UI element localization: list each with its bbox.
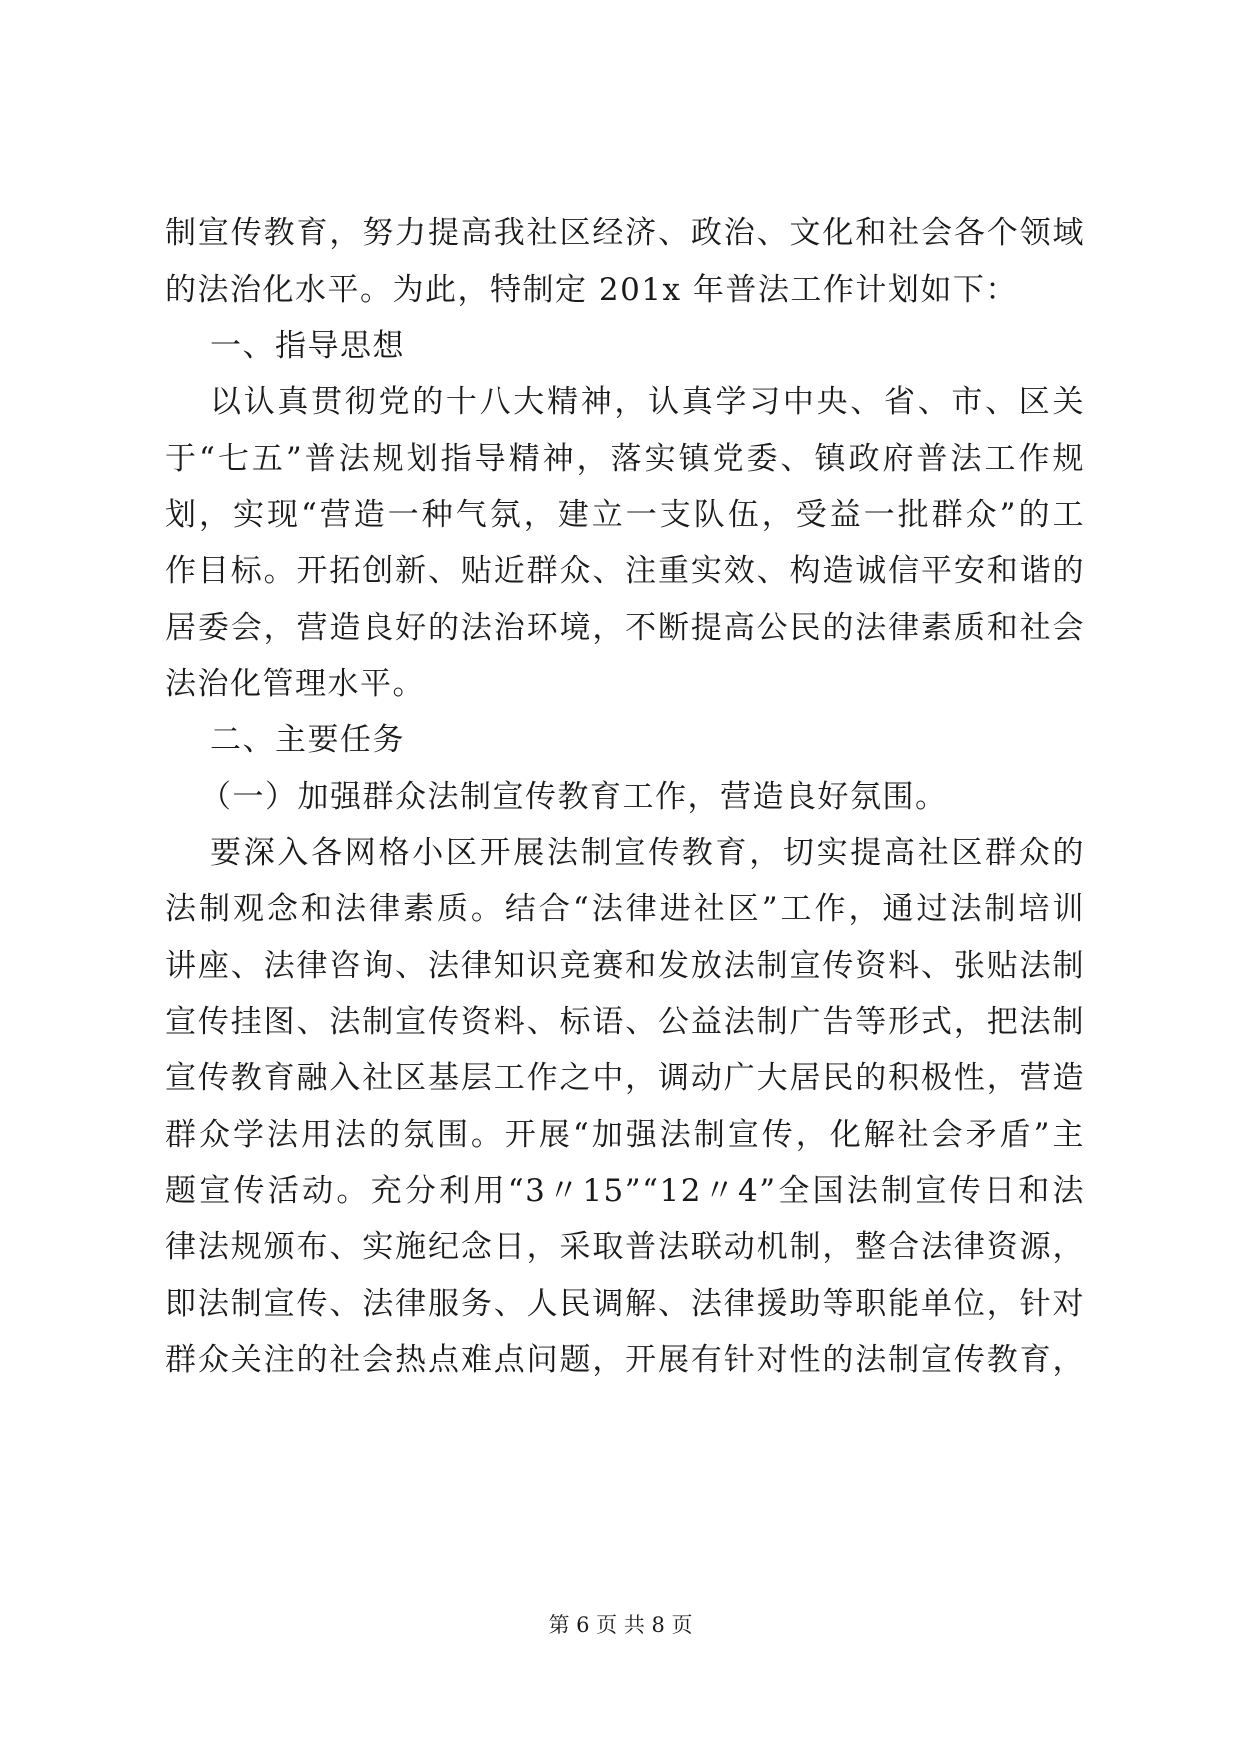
body-text-line: 题宣传活动。充分利用“3〃15”“12〃4”全国法制宣传日和法 xyxy=(165,1173,1085,1209)
body-text-line: 于“七五”普法规划指导精神，落实镇党委、镇政府普法工作规 xyxy=(165,441,1085,477)
body-text-line: 宣传挂图、法制宣传资料、标语、公益法制广告等形式，把法制 xyxy=(165,1004,1085,1040)
body-text-line: 划，实现“营造一种气氛，建立一支队伍，受益一批群众”的工 xyxy=(165,497,1085,533)
body-text-line: 制宣传教育，努力提高我社区经济、政治、文化和社会各个领域 xyxy=(165,215,1085,251)
body-text-line: 讲座、法律咨询、法律知识竞赛和发放法制宣传资料、张贴法制 xyxy=(165,948,1085,984)
body-text-line: 法治化管理水平。 xyxy=(165,666,425,702)
body-text-line: 要深入各网格小区开展法制宣传教育，切实提高社区群众的 xyxy=(210,835,1085,871)
body-text-line: 群众学法用法的氛围。开展“加强法制宣传，化解社会矛盾”主 xyxy=(165,1117,1085,1153)
body-text-line: 律法规颁布、实施纪念日，采取普法联动机制，整合法律资源， xyxy=(165,1229,1085,1265)
subsection-heading: （一）加强群众法制宣传教育工作，营造良好氛围。 xyxy=(200,779,948,815)
page-number-footer: 第 6 页 共 8 页 xyxy=(548,1613,693,1637)
body-text-line: 居委会，营造良好的法治环境，不断提高公民的法律素质和社会 xyxy=(165,610,1085,646)
body-text-line: 即法制宣传、法律服务、人民调解、法律援助等职能单位，针对 xyxy=(165,1286,1085,1322)
body-text-line: 宣传教育融入社区基层工作之中，调动广大居民的积极性，营造 xyxy=(165,1060,1085,1096)
body-text-line: 的法治化水平。为此，特制定 201x 年普法工作计划如下： xyxy=(165,272,1018,308)
section-heading: 一、指导思想 xyxy=(210,328,405,364)
body-text-line: 作目标。开拓创新、贴近群众、注重实效、构造诚信平安和谐的 xyxy=(165,553,1085,589)
section-heading: 二、主要任务 xyxy=(210,722,405,758)
body-text-line: 法制观念和法律素质。结合“法律进社区”工作，通过法制培训 xyxy=(165,891,1085,927)
body-text-line: 以认真贯彻党的十八大精神，认真学习中央、省、市、区关 xyxy=(210,384,1085,420)
body-text-line: 群众关注的社会热点难点问题，开展有针对性的法制宣传教育， xyxy=(165,1342,1085,1378)
